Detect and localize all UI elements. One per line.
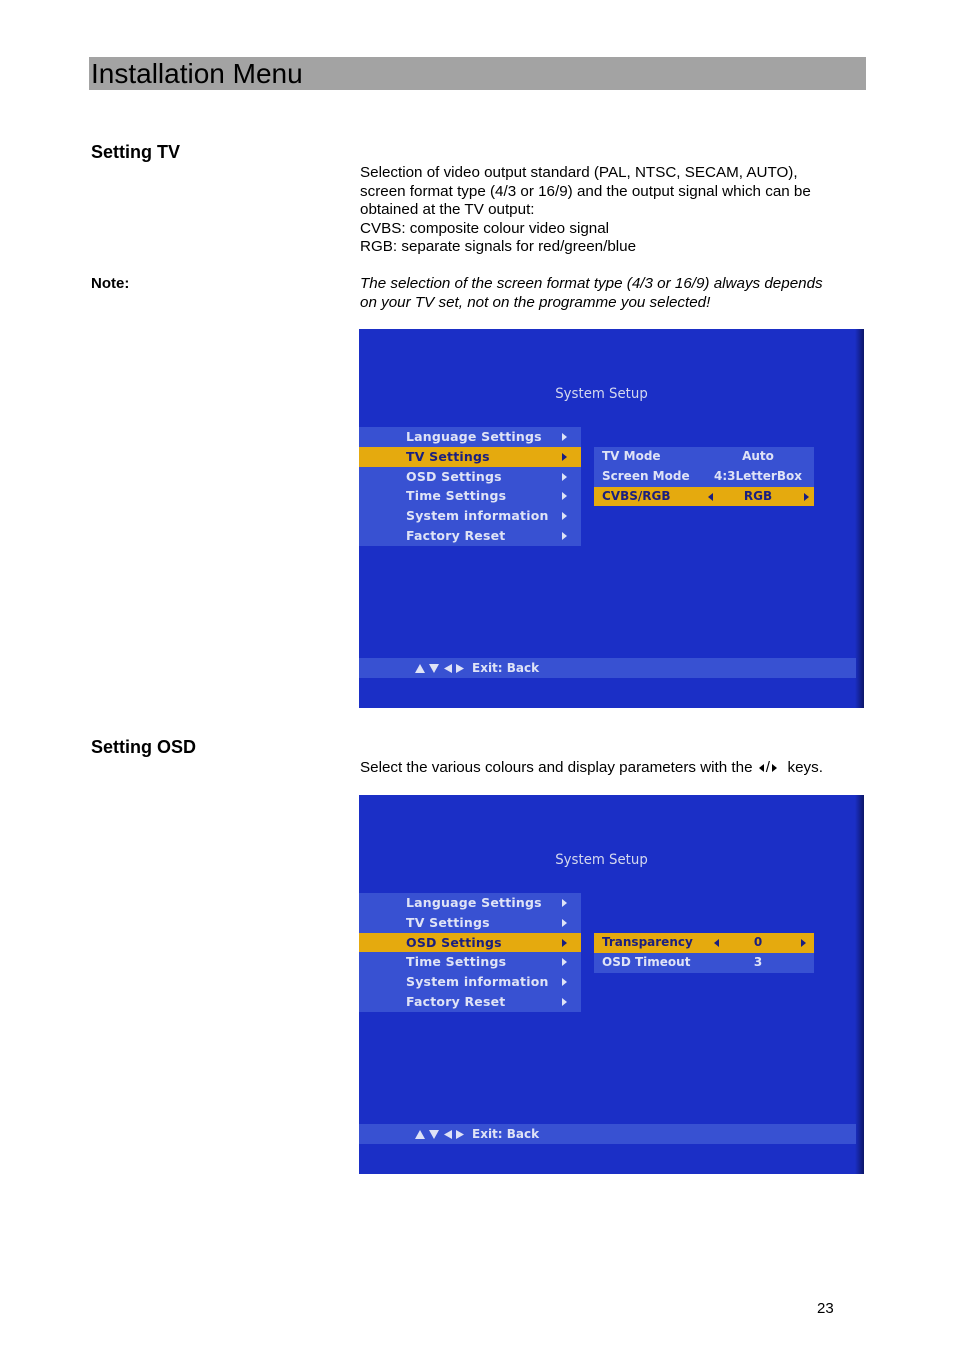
arrow-right-icon — [562, 939, 567, 947]
arrow-left-icon[interactable] — [714, 939, 719, 947]
tv-settings-submenu — [594, 447, 814, 506]
transparency-label: Transparency — [602, 935, 693, 949]
page-number: 23 — [817, 1300, 834, 1317]
tv-mode-label: TV Mode — [602, 449, 661, 463]
osd-text-separator: / — [765, 759, 771, 776]
tv-mode-value: Auto — [742, 449, 774, 463]
footer-hint — [414, 658, 539, 678]
menu-item-osd-settings[interactable] — [359, 467, 581, 487]
screen-title: System Setup — [555, 852, 648, 868]
screen-edge — [855, 329, 864, 708]
arrow-right-icon — [770, 763, 779, 773]
setting-tv-heading: Setting TV — [91, 142, 180, 162]
navigation-arrows-icon — [414, 1129, 468, 1140]
footer-text: Exit: Back — [472, 661, 540, 675]
transparency-row[interactable] — [594, 933, 814, 953]
setting-osd-heading: Setting OSD — [91, 737, 197, 757]
arrow-right-icon — [562, 453, 567, 461]
page-title: Installation Menu — [91, 58, 303, 89]
cvbs-rgb-value: RGB — [743, 488, 773, 503]
menu-item-label: Language Settings — [406, 895, 542, 910]
menu-item-time-settings[interactable] — [359, 952, 581, 972]
navigation-arrows-icon — [414, 663, 468, 674]
transparency-value: 0 — [753, 935, 763, 949]
menu-item-factory-reset[interactable] — [359, 992, 581, 1012]
menu-item-language-settings[interactable] — [359, 893, 581, 913]
text-line: obtained at the TV output: — [360, 201, 535, 218]
text-line: on your TV set, not on the programme you selected! — [360, 293, 711, 311]
footer-hint — [414, 1124, 539, 1144]
menu-item-label: Time Settings — [406, 954, 507, 970]
text-line: CVBS: composite colour video signal — [360, 219, 610, 237]
screen-mode-value: 4:3LetterBox — [714, 468, 802, 483]
text-line: RGB: separate signals for red/green/blue — [360, 238, 637, 255]
menu-item-tv-settings[interactable] — [359, 447, 581, 467]
osd-timeout-label: OSD Timeout — [602, 954, 691, 969]
menu-item-label: Factory Reset — [406, 527, 506, 543]
main-menu — [359, 427, 581, 546]
arrow-left-icon — [757, 763, 766, 773]
arrow-right-icon[interactable] — [801, 939, 806, 947]
arrow-right-icon — [562, 512, 567, 520]
arrow-right-icon — [562, 978, 567, 986]
tv-settings-screen — [359, 329, 864, 708]
osd-timeout-value: 3 — [753, 954, 763, 969]
text-line: screen format type (4/3 or 16/9) and the output signal which can be — [360, 182, 811, 200]
arrow-right-icon — [562, 958, 567, 966]
note-label: Note: — [91, 275, 130, 292]
setting-tv-description — [360, 164, 811, 257]
arrow-right-icon — [562, 433, 567, 441]
menu-item-label: System information — [406, 974, 549, 990]
arrow-right-icon — [562, 998, 567, 1006]
arrow-left-icon[interactable] — [708, 493, 713, 501]
osd-settings-submenu — [594, 933, 814, 973]
footer-bar — [359, 658, 856, 678]
osd-timeout-row[interactable] — [594, 953, 814, 973]
screen-mode-row[interactable] — [594, 467, 814, 487]
text-line: The selection of the screen format type (4/3 or 16/9) always depends — [360, 275, 823, 292]
menu-item-osd-settings[interactable] — [359, 933, 581, 953]
menu-item-factory-reset[interactable] — [359, 526, 581, 546]
screen-mode-label: Screen Mode — [602, 468, 690, 483]
arrow-right-icon — [562, 919, 567, 927]
note-text — [360, 275, 823, 312]
arrow-right-icon[interactable] — [804, 493, 809, 501]
footer-bar — [359, 1124, 856, 1144]
menu-item-label: System information — [406, 508, 549, 524]
footer-text: Exit: Back — [472, 1127, 540, 1141]
arrow-right-icon — [562, 473, 567, 481]
menu-item-label: OSD Settings — [406, 934, 502, 950]
arrow-right-icon — [562, 492, 567, 500]
cvbs-rgb-row[interactable] — [594, 487, 814, 507]
osd-settings-screen — [359, 795, 864, 1174]
menu-item-label: Factory Reset — [406, 993, 506, 1009]
arrow-right-icon — [562, 899, 567, 907]
setting-osd-description — [360, 759, 823, 778]
menu-item-time-settings[interactable] — [359, 486, 581, 506]
menu-item-system-information[interactable] — [359, 972, 581, 992]
arrow-right-icon — [562, 532, 567, 540]
screen-title: System Setup — [555, 386, 648, 402]
menu-item-label: Time Settings — [406, 488, 507, 504]
menu-item-label: OSD Settings — [406, 468, 502, 484]
header-bar — [89, 57, 866, 90]
menu-item-language-settings[interactable] — [359, 427, 581, 447]
osd-text-after: keys. — [787, 759, 823, 776]
menu-item-label: Language Settings — [406, 429, 542, 444]
menu-item-label: TV Settings — [406, 914, 490, 930]
menu-item-system-information[interactable] — [359, 506, 581, 526]
osd-text-before: Select the various colours and display parameters with the — [360, 759, 753, 776]
tv-mode-row[interactable] — [594, 447, 814, 467]
text-line: Selection of video output standard (PAL, NTSC, SECAM, AUTO), — [360, 164, 798, 181]
menu-item-label: TV Settings — [406, 448, 490, 464]
cvbs-rgb-label: CVBS/RGB — [602, 488, 671, 503]
main-menu — [359, 893, 581, 1012]
screen-edge — [855, 795, 864, 1174]
menu-item-tv-settings[interactable] — [359, 913, 581, 933]
